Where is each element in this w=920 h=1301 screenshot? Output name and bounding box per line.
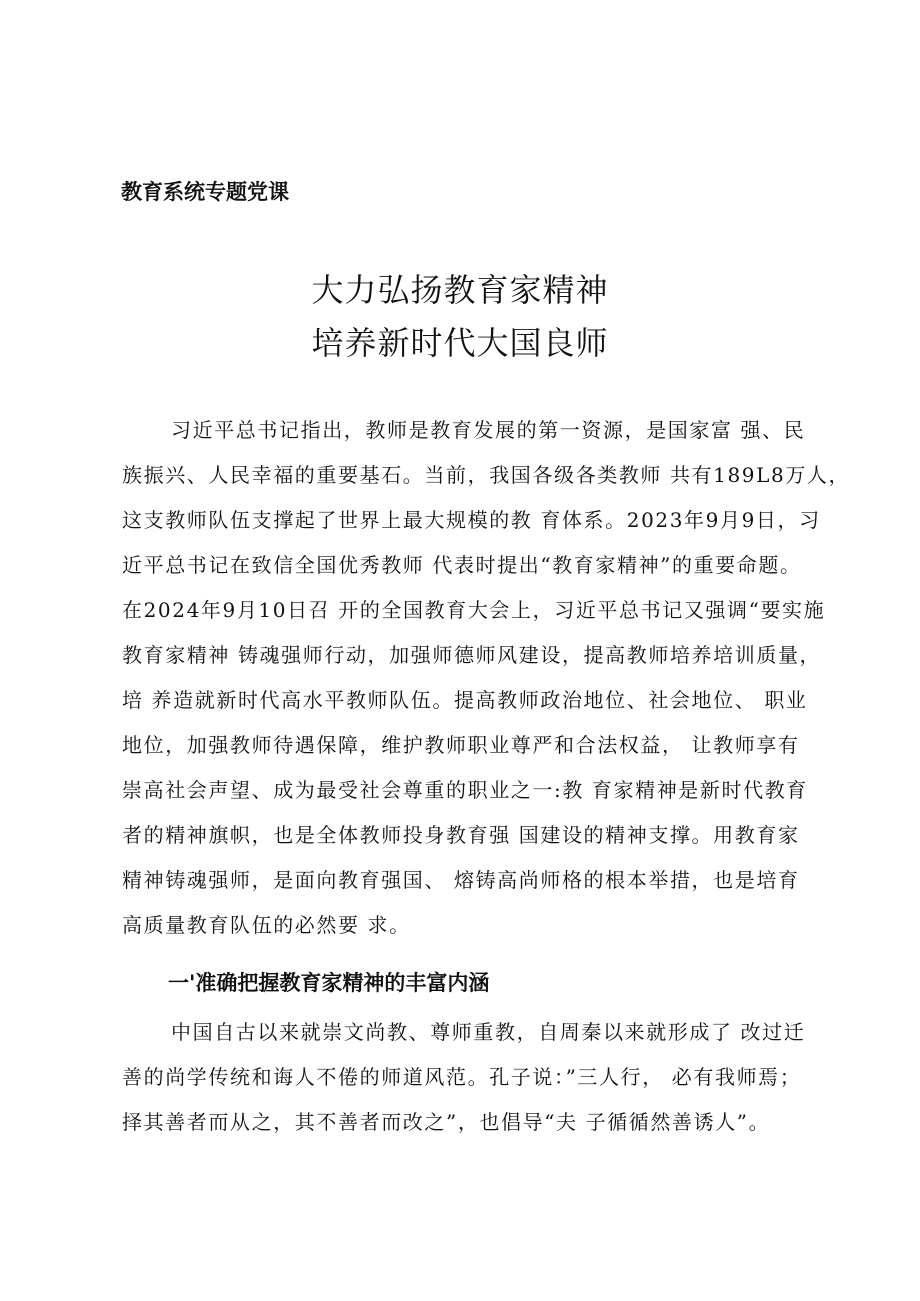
paragraph-1-line: 习近平总书记指出，教师是教育发展的第一资源，是国家富 强、民	[171, 418, 806, 442]
series-label: 教育系统专题党课	[121, 180, 289, 204]
paragraph-1-line: 这支教师队伍支撑起了世界上最大规模的教 育体系。2023年9月9日，习	[122, 508, 821, 532]
paragraph-1-line: 教育家精神 铸魂强师行动，加强师德师风建设，提高教师培养培训质量，	[122, 643, 822, 667]
paragraph-1-line: 在2024年9月10日召 开的全国教育大会上，习近平总书记又强调“要实施	[122, 598, 826, 622]
title-line-1: 大力弘扬教育家精神	[311, 271, 609, 309]
paragraph-1-line: 精神铸魂强师，是面向教育强国、 熔铸高尚师格的根本举措，也是培育	[122, 868, 800, 892]
paragraph-2-line: 择其善者而从之，其不善者而改之”，也倡导“夫 子循循然善诱人”。	[122, 1110, 771, 1134]
paragraph-1-line: 崇高社会声望、成为最受社会尊重的职业之一:教 育家精神是新时代教育	[122, 778, 808, 802]
paragraph-2-line: 中国自古以来就崇文尚教、尊师重教，自周秦以来就形成了 改过迁	[171, 1020, 806, 1044]
title-line-2: 培养新时代大国良师	[311, 324, 609, 362]
paragraph-1-line: 地位，加强教师待遇保障，维护教师职业尊严和合法权益， 让教师享有	[122, 733, 800, 757]
section-heading: 一'准确把握教育家精神的丰富内涵	[168, 971, 490, 995]
paragraph-1-line: 者的精神旗帜，也是全体教师投身教育强 国建设的精神支撑。用教育家	[122, 823, 800, 847]
paragraph-1-line: 高质量教育队伍的必然要 求。	[122, 913, 411, 937]
paragraph-2-line: 善的尚学传统和诲人不倦的师道风范。孔子说：”三人行， 必有我师焉；	[122, 1065, 802, 1089]
paragraph-1-line: 近平总书记在致信全国优秀教师 代表时提出“教育家精神”的重要命题。	[122, 553, 802, 577]
paragraph-1-line: 族振兴、人民幸福的重要基石。当前，我国各级各类教师 共有189L8万人，	[122, 463, 851, 487]
paragraph-1-line: 培 养造就新时代高水平教师队伍。提高教师政治地位、社会地位、 职业	[122, 688, 808, 712]
